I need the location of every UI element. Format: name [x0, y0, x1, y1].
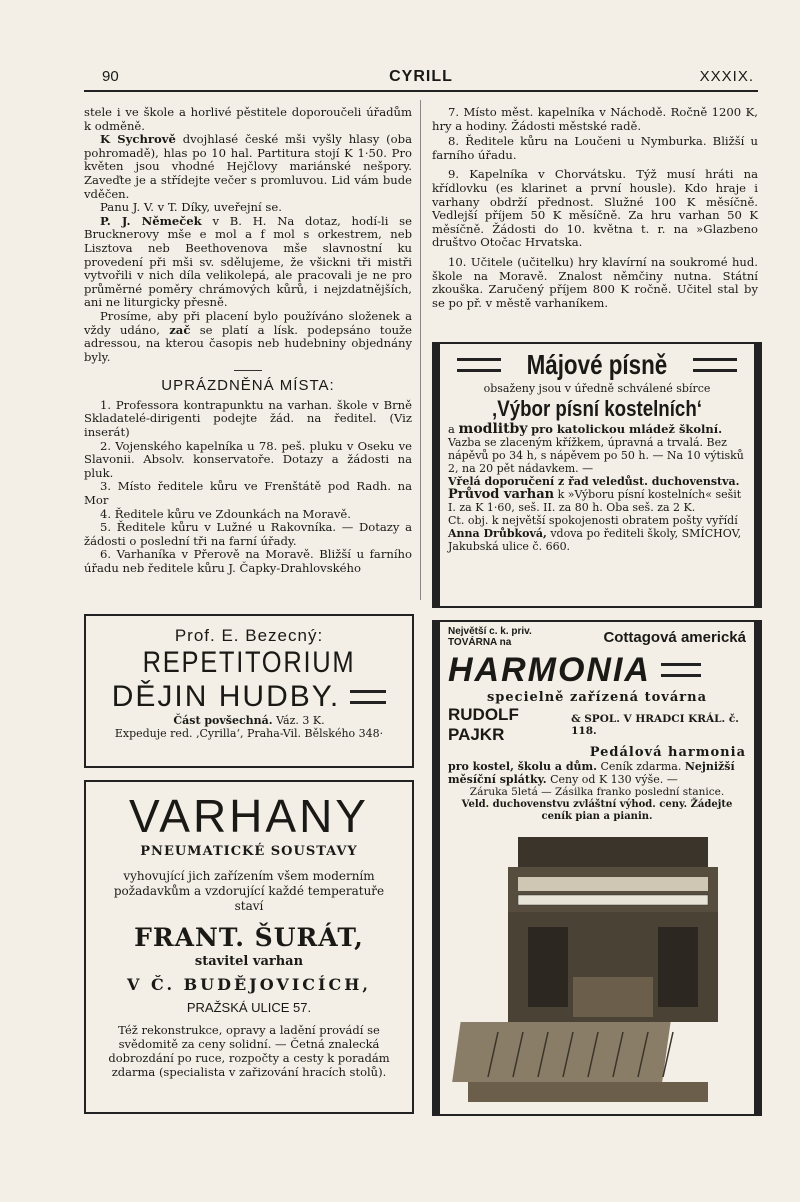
list-item: 9. Kapelníka v Chorvátsku. Týž musí hráti na křídlovku (es klarinet a první housle). Kdo hraje i varhany obdrží přednost. Služné 100 K měsíčně. Vedlejší příjem 50 K měsíčně. Za hru varhan 50 K měsíčně. Žádosti do 10. května t. r. na »Glazbeno društvo Otočac Hrvatska.	[432, 167, 758, 250]
paragraph: K Sychrově dvojhlasé české mši vyšly hlasy (oba pohromadě), hlas po 10 hal. Partitura stojí K 1·50. Pro květen jsou vhodné Hejčlovy mariánské nešpory. Zaveďte je a střídejte večer s promluvou. Lid vám bude vděčen.	[84, 132, 412, 201]
volume-number: XXXIX.	[699, 68, 754, 85]
border-bar	[434, 344, 440, 606]
list-item: 3. Místo ředitele kůru ve Frenštátě pod Radh. na Mor	[84, 479, 412, 508]
list-item: 10. Učitele (učitelku) hry klavírní na soukromé hud. škole na Moravě. Znalost němčiny nutna. Státní zkouška. Zaručený příjem 800 K ročně. Učitel stal by se po př. v městě varhaníkem.	[432, 254, 758, 310]
border-bar	[434, 622, 440, 1114]
list-item: 8. Ředitele kůru na Loučeni u Nymburka. Bližší u farního úřadu.	[432, 134, 758, 162]
journal-title: CYRILL	[389, 68, 453, 85]
ad-text: Veld. duchovenstvu zvláštní výhod. ceny. Žádejte ceník pian a pianin.	[461, 799, 733, 822]
paragraph: Panu J. V. v T. Díky, uveřejní se.	[100, 200, 282, 215]
decorative-rule	[661, 663, 701, 677]
list-item: 1. Professora kontrapunktu na varhan. škole v Brně Skladatelé-dirigenti podejte žád. na ředitel. (Viz inserát)	[84, 397, 412, 440]
ad-title: DĚJIN HUDBY.	[111, 680, 341, 713]
ad-text: Největší c. k. priv. TOVÁRNA na	[448, 626, 532, 648]
ad-text: PRAŽSKÁ ULICE 57.	[186, 1000, 312, 1015]
page-number: 90	[102, 68, 119, 85]
ad-text: Ct. obj. k největší spokojenosti obratem pošty vyřídí Anna Drůbková, vdova po řediteli školy, SMÍCHOV, Jakubská ulice č. 660.	[448, 514, 742, 553]
ad-subtitle: PNEUMATICKÉ SOUSTAVY	[140, 844, 358, 859]
divider	[234, 370, 262, 371]
ad-repetitorium	[84, 614, 414, 768]
ad-text: a modlitby pro katolickou mládež školní.	[448, 421, 723, 437]
decorative-rule	[350, 690, 386, 704]
ad-text: Průvod varhan k »Výboru písní kostelních« sešit I. za K 1·60, seš. II. za 80 h. Oba seš. za 2 K.	[448, 487, 742, 514]
ad-majove-pisne	[432, 342, 762, 608]
right-column	[432, 106, 758, 310]
list-item: 7. Místo měst. kapelníka v Náchodě. Ročně 1200 K, hry a hodiny. Žádosti městské radě.	[432, 105, 758, 133]
ad-name: FRANT. ŠURÁT,	[134, 923, 364, 952]
ad-text: Též rekonstrukce, opravy a ladění provádí se svědomitě za ceny solidní. — Četná znalecká dobrozdání po ruce, rozpočty a cesty k poradám zdarma (specialista v zařizování hracích stolů).	[108, 1023, 390, 1079]
ad-harmonia	[432, 620, 762, 1116]
list-item: 5. Ředitele kůru v Lužné u Rakovníka. — Dotazy a žádosti o poslední tři na farní úřady.	[84, 520, 412, 548]
border-bar	[754, 622, 760, 1114]
brand-name: HARMONIA	[448, 651, 651, 689]
decorative-rule	[457, 358, 501, 372]
running-header	[84, 68, 758, 92]
ad-text: Část povšechná. Váz. 3 K.	[173, 714, 325, 727]
ad-text: Expeduje red. ‚Cyrilla‘, Praha-Vil. Bělského 348·	[114, 727, 384, 740]
ad-text: Pedálová harmonia	[589, 745, 746, 760]
ad-text: & SPOL. V HRADCI KRÁL. č. 118.	[571, 713, 739, 737]
decorative-rule	[693, 358, 737, 372]
ad-text: Vazba se zlaceným křížkem, úpravná a trvalá. Bez nápěvů po 34 h, s nápěvem po 50 h. — Na 10 výtisků 2, na 20 pět nádavkem. —	[448, 436, 744, 475]
ad-title: REPETITORIUM	[142, 646, 356, 679]
ad-text: Záruka 5letá — Zásilka franko poslední stanice.	[469, 786, 725, 798]
company-name: RUDOLF PAJKR	[448, 705, 519, 744]
paragraph: P. J. Němeček v B. H. Na dotaz, hodí-li se Brucknerovy mše e mol a f mol s orkestrem, neb Lisztova neb Beethovenova mše slavnostní ku provedení při mši sv. sdělujeme, že všickni tři mistři vytvořili v nich díla velikolepá, ale pracovali je ne pro průměrné poměry chrámových kůrů, i nejzdatnějších, ani ne liturgicky přesně.	[84, 213, 412, 310]
section-title: UPRÁZDNĚNÁ MÍSTA:	[161, 377, 335, 395]
ad-subtitle: ‚Výbor písní kostelních‘	[492, 396, 702, 421]
ad-text: Cottagová americká	[603, 628, 746, 646]
paragraph: stele i ve škole a horlivé pěstitele doporoučeli úřadům k odměně.	[84, 105, 412, 133]
ad-varhany	[84, 780, 414, 1114]
list-item: 6. Varhaníka v Přerově na Moravě. Bližší u farního úřadu neb ředitele kůru J. Čapky-Drahlovského	[84, 547, 412, 575]
ad-author: Prof. E. Bezecný:	[174, 626, 324, 645]
left-column	[84, 106, 412, 576]
list-item: 4. Ředitele kůru ve Zdounkách na Moravě.	[100, 506, 351, 521]
harmonium-illustration	[448, 827, 746, 1127]
paragraph: Prosíme, aby při placení bylo používáno složenek a vždy udáno, zač se platí a lísk. podepsáno touže adressou, na kterou časopis neb hudebniny objednány byly.	[84, 308, 413, 364]
border-bar	[754, 344, 760, 606]
notice-name: P. J. Němeček	[100, 213, 202, 228]
ad-text: vyhovující jich zařízením všem moderním požadavkům a vzdorující každé temperatuře staví	[113, 869, 385, 913]
list-item: 2. Vojenského kapelníka u 78. peš. pluku v Oseku ve Slavonii. Absolv. konservatoře. Dotazy a žádosti na pluk.	[84, 438, 412, 480]
ad-text: pro kostel, školu a dům. Ceník zdarma. Nejnižší měsíční splátky. Ceny od K 130 výše. —	[448, 760, 735, 786]
ad-title: Májové písně	[526, 349, 668, 380]
ad-title: VARHANY	[129, 790, 369, 842]
ad-city: V Č. BUDĚJOVICÍCH,	[127, 975, 371, 994]
ad-text: specielně zařízená továrna	[486, 690, 708, 705]
ad-text: stavitel varhan	[194, 954, 304, 969]
ad-text: obsaženy jsou v úředně schválené sbírce	[483, 382, 711, 395]
ad-text: Vřelá doporučení z řad veledůst. duchovenstva.	[448, 475, 740, 488]
column-divider	[420, 100, 421, 600]
notice-name: K Sychrově	[100, 132, 176, 147]
